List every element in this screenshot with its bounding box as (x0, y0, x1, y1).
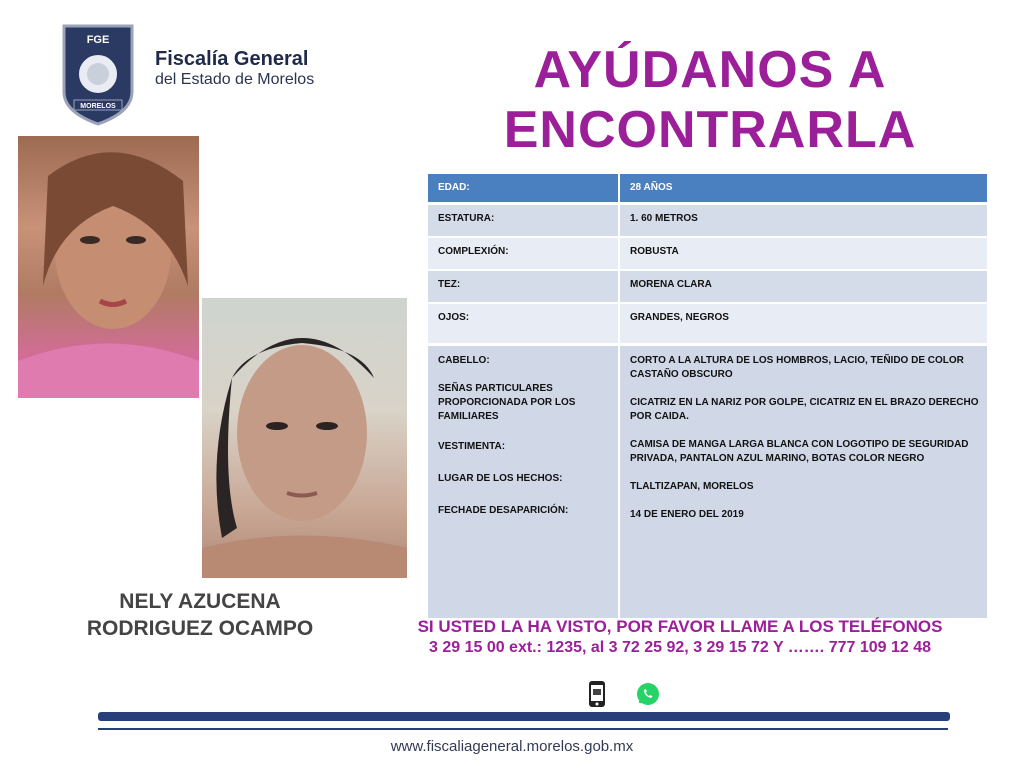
detail-block-keys (428, 346, 618, 618)
headline (430, 40, 990, 160)
headline-line-1: AYÚDANOS A (533, 41, 887, 99)
footer-divider (98, 728, 948, 730)
footer-url[interactable]: www.fiscaliageneral.morelos.gob.mx (390, 738, 634, 755)
org-line-2: del Estado de Morelos (155, 71, 315, 88)
details-block (428, 346, 987, 618)
detail-key: TEZ: (438, 279, 461, 290)
table-row (428, 205, 987, 236)
detail-value: 28 AÑOS (618, 174, 987, 202)
table-row (428, 238, 987, 269)
detail-block-values (618, 346, 987, 618)
detail-value: CAMISA DE MANGA LARGA BLANCA CON LOGOTIPO DE SEGURIDAD PRIVADA, PANTALON AZUL MARINO, BOTAS COLOR NEGRO (630, 439, 969, 464)
fge-badge-logo (58, 22, 138, 126)
call-line-1: SI USTED LA HA VISTO, POR FAVOR LLAME A LOS TELÉFONOS (417, 617, 943, 636)
detail-value: ROBUSTA (618, 238, 987, 269)
detail-value: CORTO A LA ALTURA DE LOS HOMBROS, LACIO, TEÑIDO DE COLOR CASTAÑO OBSCURO (630, 355, 964, 380)
detail-value: 1. 60 METROS (618, 205, 987, 236)
missing-person-photo-2 (202, 298, 407, 578)
detail-key: COMPLEXIÓN: (438, 246, 509, 257)
whatsapp-icon (636, 682, 660, 706)
contact-icons (586, 680, 666, 708)
detail-key: FECHADE DESAPARICIÓN: (438, 505, 569, 516)
detail-value: MORENA CLARA (618, 271, 987, 302)
footer-bar (98, 712, 950, 721)
person-name-line-1: NELY AZUCENA (119, 590, 281, 613)
detail-key: VESTIMENTA: (438, 441, 506, 452)
table-row (428, 174, 987, 202)
headline-line-2: ENCONTRARLA (503, 101, 917, 159)
person-name-line-2: RODRIGUEZ OCAMPO (86, 617, 314, 640)
detail-key: ESTATURA: (438, 213, 495, 224)
table-row (428, 304, 987, 343)
detail-key: CABELLO: (438, 355, 490, 366)
details-table (428, 174, 987, 618)
org-line-1: Fiscalía General (155, 48, 309, 70)
phone-icon (586, 680, 608, 708)
detail-key: OJOS: (438, 312, 470, 323)
call-to-action (360, 616, 1000, 658)
organization-name (155, 48, 314, 90)
detail-key: SEÑAS PARTICULARES PROPORCIONADA POR LOS FAMILIARES (438, 383, 576, 422)
detail-value: GRANDES, NEGROS (618, 304, 987, 343)
detail-value: CICATRIZ EN LA NARIZ POR GOLPE, CICATRIZ EN EL BRAZO DERECHO POR CAIDA. (630, 397, 979, 422)
svg-text:MORELOS: MORELOS (80, 103, 116, 110)
call-line-2: 3 29 15 00 ext.: 1235, al 3 72 25 92, 3 29 15 72 Y ……. 777 109 12 48 (428, 639, 932, 656)
detail-value: 14 DE ENERO DEL 2019 (630, 509, 744, 520)
detail-key: EDAD: (438, 182, 470, 193)
table-row (428, 271, 987, 302)
missing-person-photo-1 (18, 136, 199, 398)
detail-value: TLALTIZAPAN, MORELOS (630, 481, 754, 492)
detail-key: LUGAR DE LOS HECHOS: (438, 473, 563, 484)
svg-text:FGE: FGE (86, 34, 110, 46)
person-name (60, 588, 340, 642)
